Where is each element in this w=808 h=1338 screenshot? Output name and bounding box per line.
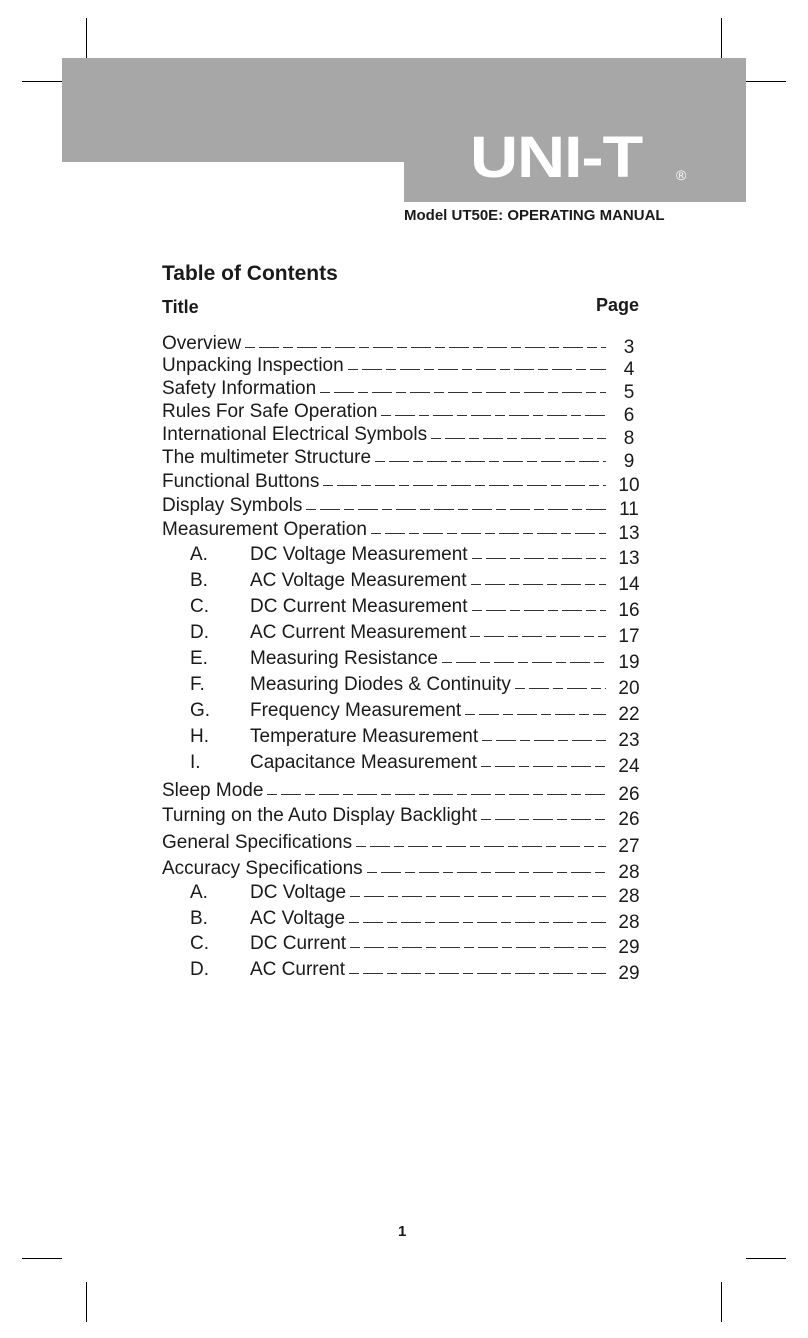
toc-entry	[162, 569, 606, 593]
toc-entry-title: DC Current	[250, 933, 347, 954]
toc-entry-title: Functional Buttons	[162, 471, 320, 492]
toc-entry-page: 29	[618, 963, 640, 984]
toc-entry-letter: I.	[190, 752, 201, 773]
toc-entry-letter: C.	[190, 933, 209, 954]
toc-entry-title: International Electrical Symbols	[162, 424, 428, 445]
toc-entry	[162, 699, 606, 723]
toc-entry-letter: A.	[190, 544, 208, 565]
dash-leader	[431, 438, 606, 439]
toc-entry	[162, 831, 606, 855]
toc-entry-title: DC Voltage Measurement	[250, 544, 468, 565]
toc-entry-page: 28	[618, 862, 640, 883]
dash-leader	[371, 533, 606, 534]
toc-entry-title: Temperature Measurement	[250, 726, 479, 747]
dash-leader	[515, 688, 606, 689]
toc-entry-page: 20	[618, 678, 640, 699]
toc-entry	[162, 377, 606, 401]
toc-entry-page: 19	[618, 652, 640, 673]
toc-entry-title: Frequency Measurement	[250, 700, 462, 721]
toc-entry-title: AC Voltage Measurement	[250, 570, 467, 591]
toc-entry	[162, 621, 606, 645]
toc-entry-page: 26	[618, 809, 640, 830]
toc-entry-page: 22	[618, 704, 640, 725]
dash-leader	[481, 819, 606, 820]
toc-entry	[162, 423, 606, 447]
toc-entry-title: AC Current	[250, 959, 346, 980]
toc-entry-page: 28	[618, 912, 640, 933]
dash-leader	[306, 509, 606, 510]
toc-entry-page: 13	[618, 523, 640, 544]
crop-mark	[746, 81, 786, 82]
toc-entry-letter: B.	[190, 908, 208, 929]
toc-entry-page: 16	[618, 600, 640, 621]
toc-entry	[162, 857, 606, 881]
toc-entry-page: 26	[618, 784, 640, 805]
crop-mark	[746, 1258, 786, 1259]
dash-leader	[472, 610, 606, 611]
toc-entry-letter: B.	[190, 570, 208, 591]
model-title: Model UT50E: OPERATING MANUAL	[404, 207, 665, 224]
toc-entry	[162, 595, 606, 619]
toc-entry-letter: C.	[190, 596, 209, 617]
dash-leader	[348, 369, 606, 370]
dash-leader	[350, 896, 606, 897]
toc-entry-page: 13	[618, 548, 640, 569]
toc-entry-title: DC Current Measurement	[250, 596, 468, 617]
toc-entry-title: Display Symbols	[162, 495, 303, 516]
toc-entry-title: AC Voltage	[250, 908, 346, 929]
toc-entry-page: 4	[623, 359, 635, 380]
page-number: 1	[398, 1223, 407, 1240]
toc-entry-title: Capacitance Measurement	[250, 752, 478, 773]
toc-entry-letter: G.	[190, 700, 211, 721]
dash-leader	[350, 947, 606, 948]
crop-mark	[721, 18, 722, 58]
toc-entry-page: 14	[618, 574, 640, 595]
toc-entry	[162, 907, 606, 931]
dash-leader	[442, 662, 606, 663]
toc-entry-title: Unpacking Inspection	[162, 355, 344, 376]
toc-entry-title: Measuring Diodes & Continuity	[250, 674, 511, 695]
dash-leader	[349, 922, 606, 923]
toc-entry-title: DC Voltage	[250, 882, 347, 903]
toc-entry-page: 8	[623, 428, 635, 449]
toc-entry-title: Accuracy Specifications	[162, 858, 363, 879]
toc-entry	[162, 332, 606, 356]
toc-entry-page: 29	[618, 937, 640, 958]
dash-leader	[470, 636, 606, 637]
dash-leader	[245, 347, 606, 348]
toc-entry-page: 11	[619, 499, 639, 520]
toc-entry	[162, 518, 606, 542]
toc-entry-title: General Specifications	[162, 832, 353, 853]
toc-entry	[162, 470, 606, 494]
crop-mark	[721, 1282, 722, 1322]
dash-leader	[375, 461, 606, 462]
toc-entry-title: Measurement Operation	[162, 519, 367, 540]
toc-entry-title: Safety Information	[162, 378, 317, 399]
toc-entry-page: 28	[618, 886, 640, 907]
toc-entry-letter: D.	[190, 622, 209, 643]
dash-leader	[356, 846, 606, 847]
dash-leader	[471, 584, 606, 585]
crop-mark	[22, 1258, 62, 1259]
toc-entry	[162, 751, 606, 775]
toc-entry	[162, 494, 606, 518]
toc-entry	[162, 673, 606, 697]
toc-entry-page: 24	[618, 756, 640, 777]
toc-entry-title: AC Current Measurement	[250, 622, 467, 643]
toc-entry	[162, 779, 606, 803]
toc-entry-page: 6	[623, 405, 635, 426]
dash-leader	[465, 714, 606, 715]
dash-leader	[267, 794, 606, 795]
toc-entry	[162, 354, 606, 378]
toc-entry-page: 23	[618, 730, 640, 751]
toc-entry-letter: D.	[190, 959, 209, 980]
toc-entry	[162, 932, 606, 956]
column-page-label: Page	[596, 295, 640, 315]
toc-entry	[162, 881, 606, 905]
dash-leader	[482, 740, 606, 741]
dash-leader	[481, 766, 606, 767]
toc-entry-title: Turning on the Auto Display Backlight	[162, 805, 478, 826]
toc-entry-title: Sleep Mode	[162, 780, 264, 801]
toc-entry	[162, 647, 606, 671]
toc-entry-letter: E.	[190, 648, 208, 669]
toc-entry	[162, 543, 606, 567]
dash-leader	[381, 415, 606, 416]
brand-logo: UNI-T	[470, 125, 643, 190]
crop-mark	[22, 81, 62, 82]
registered-mark: ®	[676, 167, 687, 183]
dash-leader	[320, 392, 606, 393]
toc-entry-page: 3	[623, 337, 635, 358]
dash-leader	[349, 973, 606, 974]
toc-entry-page: 10	[618, 475, 640, 496]
toc-entry-letter: A.	[190, 882, 208, 903]
toc-entry-page: 5	[623, 382, 635, 403]
toc-entry-letter: F.	[190, 674, 205, 695]
toc-entry	[162, 958, 606, 982]
dash-leader	[367, 872, 606, 873]
toc-entry	[162, 725, 606, 749]
toc-entry-page: 27	[618, 836, 640, 857]
toc-entry-title: Measuring Resistance	[250, 648, 438, 669]
crop-mark	[86, 1282, 87, 1322]
toc-entry-title: Rules For Safe Operation	[162, 401, 378, 422]
crop-mark	[86, 18, 87, 58]
column-title-label: Title	[162, 297, 199, 317]
dash-leader	[323, 485, 606, 486]
dash-leader	[472, 558, 606, 559]
toc-entry-letter: H.	[190, 726, 209, 747]
toc-entry	[162, 400, 606, 424]
toc-entry-title: The multimeter Structure	[162, 447, 372, 468]
toc-entry-page: 17	[618, 626, 640, 647]
toc-entry	[162, 446, 606, 470]
toc-title: Table of Contents	[162, 262, 338, 285]
toc-entry-page: 9	[623, 451, 635, 472]
header-band	[62, 58, 746, 162]
toc-entry	[162, 804, 606, 828]
toc-entry-title: Overview	[162, 333, 242, 354]
